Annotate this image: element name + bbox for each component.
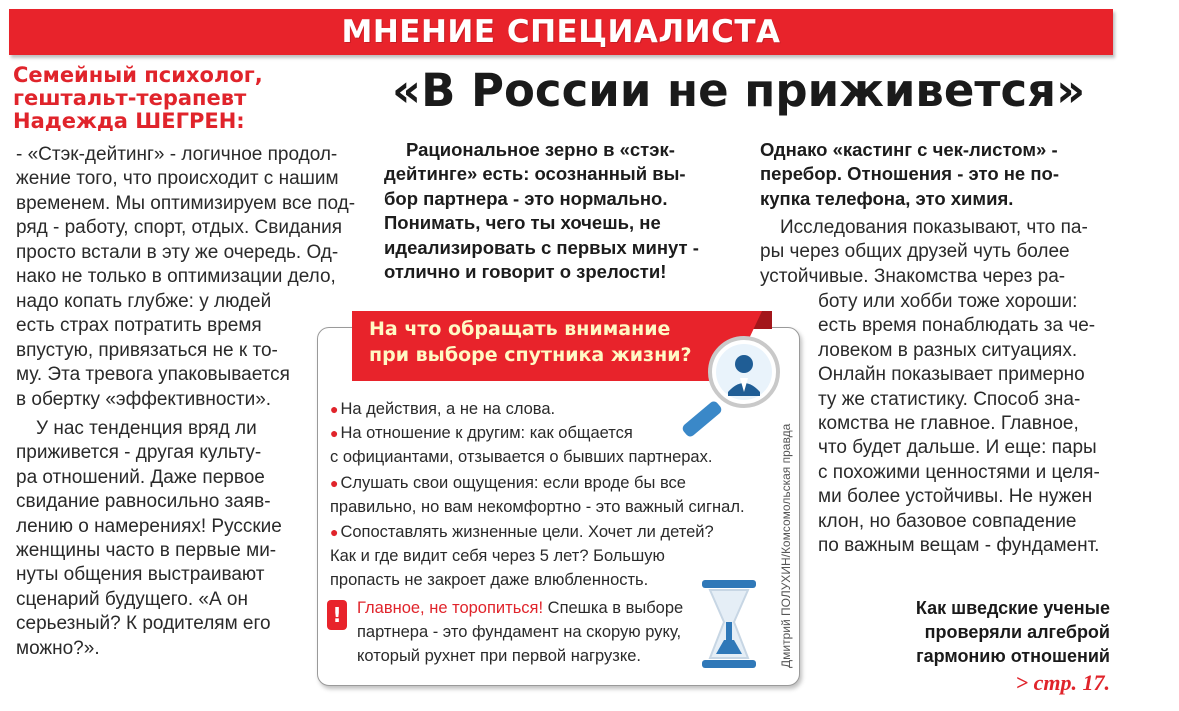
author-line: Семейный психолог, [13, 63, 263, 87]
teaser-link[interactable] [852, 596, 1110, 668]
text-line: ми более устойчивы. Не нужен [818, 486, 1093, 508]
tip-text: с официантами, отзывается о бывших партнерах. [330, 448, 713, 466]
text-line: можно?». [16, 637, 100, 659]
tip-text: партнера - это фундамент на скорую руку, [357, 623, 682, 641]
text-line: клон, но базовое совпадение [818, 510, 1077, 532]
text-line: устойчивые. Знакомства через ра- [760, 265, 1066, 287]
text-line: по важным вещам - фундамент. [818, 535, 1100, 557]
tip-text: правильно, но вам некомфортно - это важный сигнал. [330, 498, 745, 516]
text-line: му. Эта тревога упаковывается [16, 364, 290, 386]
bullet-icon: ● [330, 475, 339, 491]
tip-warning [357, 596, 683, 668]
teaser-line: проверяли алгеброй [924, 622, 1110, 642]
column1-paragraph1 [16, 143, 355, 289]
tip-text: пропасть не закроет даже влюбленность. [330, 571, 649, 589]
tip-item [330, 471, 745, 519]
infobox-title-line: На что обращать внимание [369, 318, 671, 340]
text-line: нуты общения выстраивают [16, 564, 265, 586]
text-line: дейтинге» есть: осознанный вы- [384, 163, 686, 185]
text-line: надо копать глубже: у людей [16, 291, 272, 312]
text-line: бор партнера - это нормально. [384, 187, 668, 209]
tip-text: Как и где видит себя через 5 лет? Большую [330, 547, 665, 565]
text-line: есть время понаблюдать за че- [818, 315, 1096, 337]
text-line: отлично и говорит о зрелости! [384, 261, 667, 283]
infobox-title-line: при выборе спутника жизни? [369, 344, 692, 366]
photo-credit: Дмитрий ПОЛУХИН/Комсомольская правда [779, 423, 793, 668]
column1-paragraph1-continued [16, 290, 290, 412]
author-byline [13, 64, 363, 133]
text-line: лению о намерениях! Русские [16, 515, 282, 537]
text-line: просто встали в эту же очередь. Од- [16, 241, 339, 263]
text-line: У нас тенденция вряд ли [36, 418, 257, 439]
text-line: Однако «кастинг с чек-листом» - [760, 139, 1058, 160]
text-line: впустую, привязаться не к то- [16, 339, 278, 361]
text-line: ту же статистику. Способ зна- [818, 388, 1081, 410]
text-line: что будет дальше. И еще: пары [818, 437, 1097, 459]
text-line: жение того, что происходит с нашим [16, 168, 339, 190]
column1-paragraph2 [16, 417, 282, 661]
text-line: комства не главное. Главное, [818, 413, 1079, 435]
text-line: ры через общих друзей чуть более [760, 241, 1070, 263]
section-title: МНЕНИЕ СПЕЦИАЛИСТА [341, 14, 781, 50]
tip-item [330, 397, 555, 421]
text-line: есть страх потратить время [16, 315, 262, 337]
tip-text: Спешка в выборе [543, 599, 684, 617]
text-line: Понимать, чего ты хочешь, не [384, 212, 661, 234]
section-banner [9, 9, 1113, 55]
exclamation-icon: ! [327, 600, 347, 630]
text-line: Онлайн показывает примерно [818, 364, 1085, 386]
tip-text: На отношение к другим: как общается [340, 424, 633, 442]
bullet-icon: ● [330, 425, 339, 441]
text-line: в обертку «эффективности». [16, 388, 272, 410]
teaser-line: Как шведские ученые [915, 598, 1110, 618]
text-line: с похожими ценностями и целя- [818, 461, 1100, 483]
text-line: свидание равносильно заяв- [16, 491, 271, 513]
bullet-icon: ● [330, 524, 339, 540]
text-line: купка телефона, это химия. [760, 187, 1014, 209]
warning-emphasis: Главное, не торопиться! [357, 599, 544, 617]
text-line: приживется - другая культу- [16, 442, 262, 464]
tip-text: На действия, а не на слова. [340, 400, 556, 418]
author-line: гештальт-терапевт [13, 86, 247, 110]
text-line: серьезный? К родителям его [16, 613, 271, 635]
tip-item [330, 421, 712, 469]
column3-paragraph-a [760, 216, 1088, 289]
hourglass-icon [700, 578, 758, 670]
tip-text: который рухнет при первой нагрузке. [357, 647, 642, 665]
text-line: Рациональное зерно в «стэк- [406, 139, 675, 160]
text-line: - «Стэк-дейтинг» - логичное продол- [16, 144, 338, 165]
page-reference[interactable]: > стр. 17. [1015, 670, 1110, 695]
tip-text: Сопоставлять жизненные цели. Хочет ли детей? [340, 523, 714, 541]
text-line: ловеком в разных ситуациях. [818, 339, 1078, 361]
text-line: нако не только в оптимизации дело, [16, 266, 336, 288]
text-line: ра отношений. Даже первое [16, 466, 265, 488]
text-line: Исследования показывают, что па- [780, 217, 1088, 238]
text-line: боту или хобби тоже хороши: [818, 291, 1078, 312]
tip-text: Слушать свои ощущения: если вроде бы все [340, 474, 686, 492]
bullet-icon: ● [330, 401, 339, 417]
article-headline: «В России не приживется» [392, 64, 1086, 117]
teaser-line: гармонию отношений [916, 646, 1110, 666]
column3-paragraph-b [818, 290, 1100, 558]
text-line: идеализировать с первых минут - [384, 236, 699, 258]
text-line: ряд - работу, спорт, отдых. Свидания [16, 217, 343, 239]
author-line: Надежда ШЕГРЕН: [13, 109, 245, 133]
text-line: перебор. Отношения - это не по- [760, 163, 1059, 185]
text-line: сценарий будущего. «А он [16, 588, 248, 610]
tip-item [330, 520, 714, 592]
column3-lead [760, 138, 1106, 211]
text-line: женщины часто в первые ми- [16, 540, 277, 562]
column2-lead [384, 138, 734, 284]
text-line: временем. Мы оптимизируем все под- [16, 192, 356, 214]
